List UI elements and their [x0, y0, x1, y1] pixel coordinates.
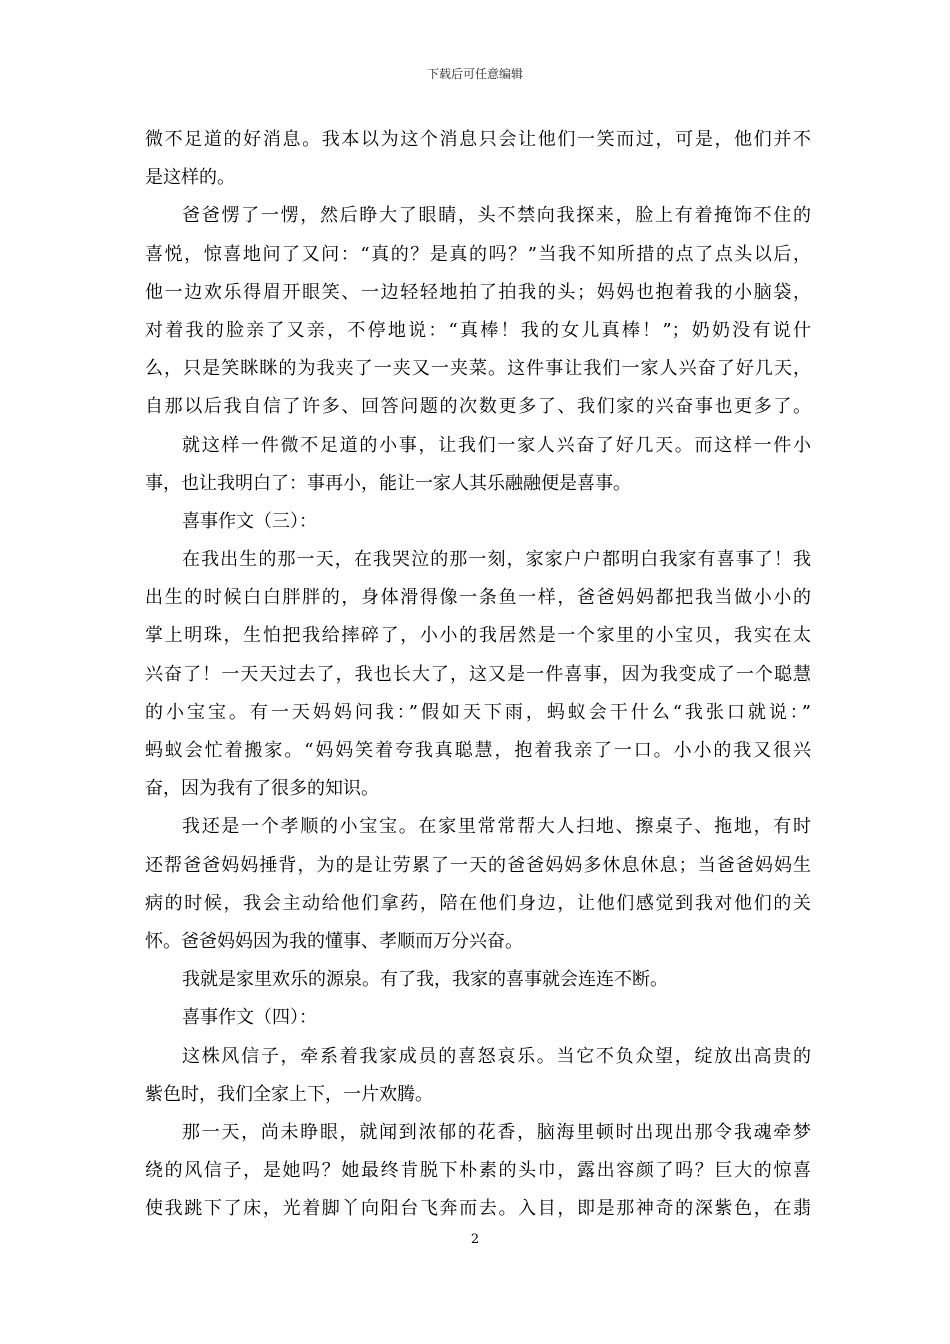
text-line: 奋，因为我有了很多的知识。 — [145, 778, 379, 800]
text-line: 他一边欢乐得眉开眼笑、一边轻轻地拍了拍我的头；妈妈也抱着我的小脑袋， — [145, 281, 811, 303]
document-body — [145, 121, 811, 1228]
text-line: 蚂蚁会忙着搬家。“妈妈笑着夸我真聪慧，抱着我亲了一口。小小的我又很兴 — [145, 740, 811, 761]
text-line: 喜事作文（四）： — [182, 1007, 317, 1029]
text-line: 事，也让我明白了：事再小，能让一家人其乐融融便是喜事。 — [145, 472, 631, 494]
text-line: 在我出生的那一天，在我哭泣的那一刻，家家户户都明白我家有喜事了！我 — [182, 549, 811, 571]
text-line: 那一天，尚未睁眼，就闻到浓郁的花香，脑海里顿时出现出那令我魂牵梦 — [182, 1121, 811, 1143]
page-number: 2 — [470, 1232, 480, 1247]
text-line: 微不足道的好消息。我本以为这个消息只会让他们一笑而过，可是，他们并不 — [145, 129, 811, 150]
text-line: 是这样的。 — [145, 167, 235, 189]
text-line: 出生的时候白白胖胖的，身体滑得像一条鱼一样，爸爸妈妈都把我当做小小的 — [145, 587, 811, 609]
text-line: 的小宝宝。有一天妈妈问我：”假如天下雨，蚂蚁会干什么“我张口就说：” — [145, 701, 811, 723]
text-line: 么，只是笑眯眯的为我夹了一夹又一夹菜。这件事让我们一家人兴奋了好几天， — [145, 358, 811, 380]
text-line: 就这样一件微不足道的小事，让我们一家人兴奋了好几天。而这样一件小 — [182, 434, 811, 456]
text-line: 喜事作文（三）： — [182, 510, 317, 532]
text-line: 自那以后我自信了许多、回答问题的次数更多了、我们家的兴奋事也更多了。 — [145, 396, 811, 418]
text-line: 怀。爸爸妈妈因为我的懂事、孝顺而万分兴奋。 — [145, 930, 523, 952]
page-header: 下载后可任意编辑 — [426, 67, 523, 81]
text-line: 对着我的脸亲了又亲，不停地说：“真棒！我的女儿真棒！”；奶奶没有说什 — [145, 319, 811, 341]
text-line: 绕的风信子，是她吗？她最终肯脱下朴素的头巾，露出容颜了吗？巨大的惊喜 — [145, 1160, 811, 1182]
text-line: 这株风信子，牵系着我家成员的喜怒哀乐。当它不负众望，绽放出高贵的 — [182, 1045, 811, 1067]
text-line: 掌上明珠，生怕把我给摔碎了，小小的我居然是一个家里的小宝贝，我实在太 — [145, 625, 811, 647]
text-line: 兴奋了！一天天过去了，我也长大了，这又是一件喜事，因为我变成了一个聪慧 — [145, 663, 811, 685]
text-line: 我就是家里欢乐的源泉。有了我，我家的喜事就会连连不断。 — [182, 969, 668, 991]
text-line: 使我跳下了床，光着脚丫向阳台飞奔而去。入目，即是那神奇的深紫色，在翡 — [145, 1198, 811, 1220]
text-line: 我还是一个孝顺的小宝宝。在家里常常帮大人扫地、擦桌子、拖地，有时 — [182, 816, 811, 838]
text-line: 还帮爸爸妈妈捶背，为的是让劳累了一天的爸爸妈妈多休息休息；当爸爸妈妈生 — [145, 854, 811, 876]
text-line: 喜悦，惊喜地问了又问：“真的？是真的吗？”当我不知所措的点了点头以后， — [145, 243, 811, 265]
text-line: 紫色时，我们全家上下，一片欢腾。 — [145, 1083, 433, 1105]
text-line: 爸爸愣了一愣，然后睁大了眼睛，头不禁向我探来，脸上有着掩饰不住的 — [182, 205, 811, 227]
text-line: 病的时候，我会主动给他们拿药，陪在他们身边，让他们感觉到我对他们的关 — [145, 892, 811, 914]
